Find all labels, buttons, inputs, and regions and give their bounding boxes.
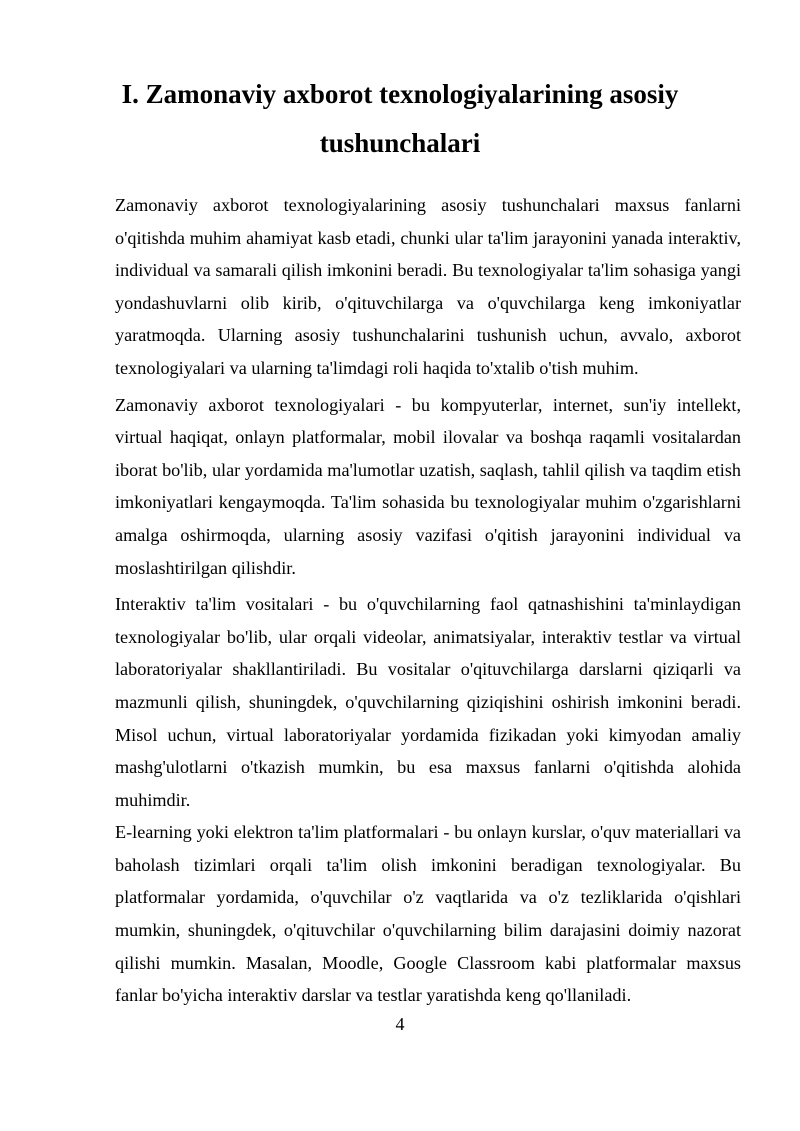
body-text — [115, 189, 741, 1012]
paragraph-4: E-learning yoki elektron ta'lim platformalari - bu onlayn kurslar, o'quv materiallari va baholash tizimlari orqali ta'lim olish imkonini beradigan texnologiyalar. Bu platformalar yordamida, o'quvchilar o'z vaqtlarida va o'z tezliklarida o'qishlari mumkin, shuningdek, o'qituvchilar o'quvchilarning bilim darajasini doimiy nazorat qilishi mumkin. Masalan, Moodle, Google Classroom kabi platformalar maxsus fanlar bo'yicha interaktiv darslar va testlar yaratishda keng qo'llaniladi. — [115, 822, 741, 1006]
page-number: 4 — [395, 1014, 405, 1034]
paragraph-1: Zamonaviy axborot texnologiyalarining asosiy tushunchalari maxsus fanlarni o'qitishda muhim ahamiyat kasb etadi, chunki ular ta'lim jarayonini yanada interaktiv, individual va samarali qilish imkonini beradi. Bu texnologiyalar ta'lim sohasiga yangi yondashuvlarni olib kirib, o'qituvchilarga va o'quvchilarga keng imkoniyatlar yaratmoqda. Ularning asosiy tushunchalarini tushunish uchun, avvalo, axborot texnologiyalari va ularning ta'limdagi roli haqida to'xtalib o'tish muhim. — [115, 195, 741, 378]
page-title: I. Zamonaviy axborot texnologiyalarining asosiy tushunchalari — [121, 79, 679, 158]
paragraph-2: Zamonaviy axborot texnologiyalari - bu kompyuterlar, internet, sun'iy intellekt, virtual haqiqat, onlayn platformalar, mobil ilovalar va boshqa raqamli vositalardan iborat bo'lib, ular yordamida ma'lumotlar uzatish, saqlash, tahlil qilish va taqdim etish imkoniyatlari kengaymoqda. Ta'lim sohasida bu texnologiyalar muhim o'zgarishlarni amalga oshirmoqda, ularning asosiy vazifasi o'qitish jarayonini individual va moslashtirilgan qilishdir. — [115, 394, 741, 578]
paragraph-3: Interaktiv ta'lim vositalari - bu o'quvchilarning faol qatnashishini ta'minlaydigan texnologiyalar bo'lib, ular orqali videolar, animatsiyalar, interaktiv testlar va virtual laboratoriyalar shakllantiriladi. Bu vositalar o'qituvchilarga darslarni qiziqarli va mazmunli qilish, shuningdek, o'quvchilarning qiziqishini oshirish imkonini beradi. Misol uchun, virtual laboratoriyalar yordamida fizikadan yoki kimyodan amaliy mashg'ulotlarni o'tkazish mumkin, bu esa maxsus fanlarni o'qitishda alohida muhimdir. — [115, 594, 741, 810]
